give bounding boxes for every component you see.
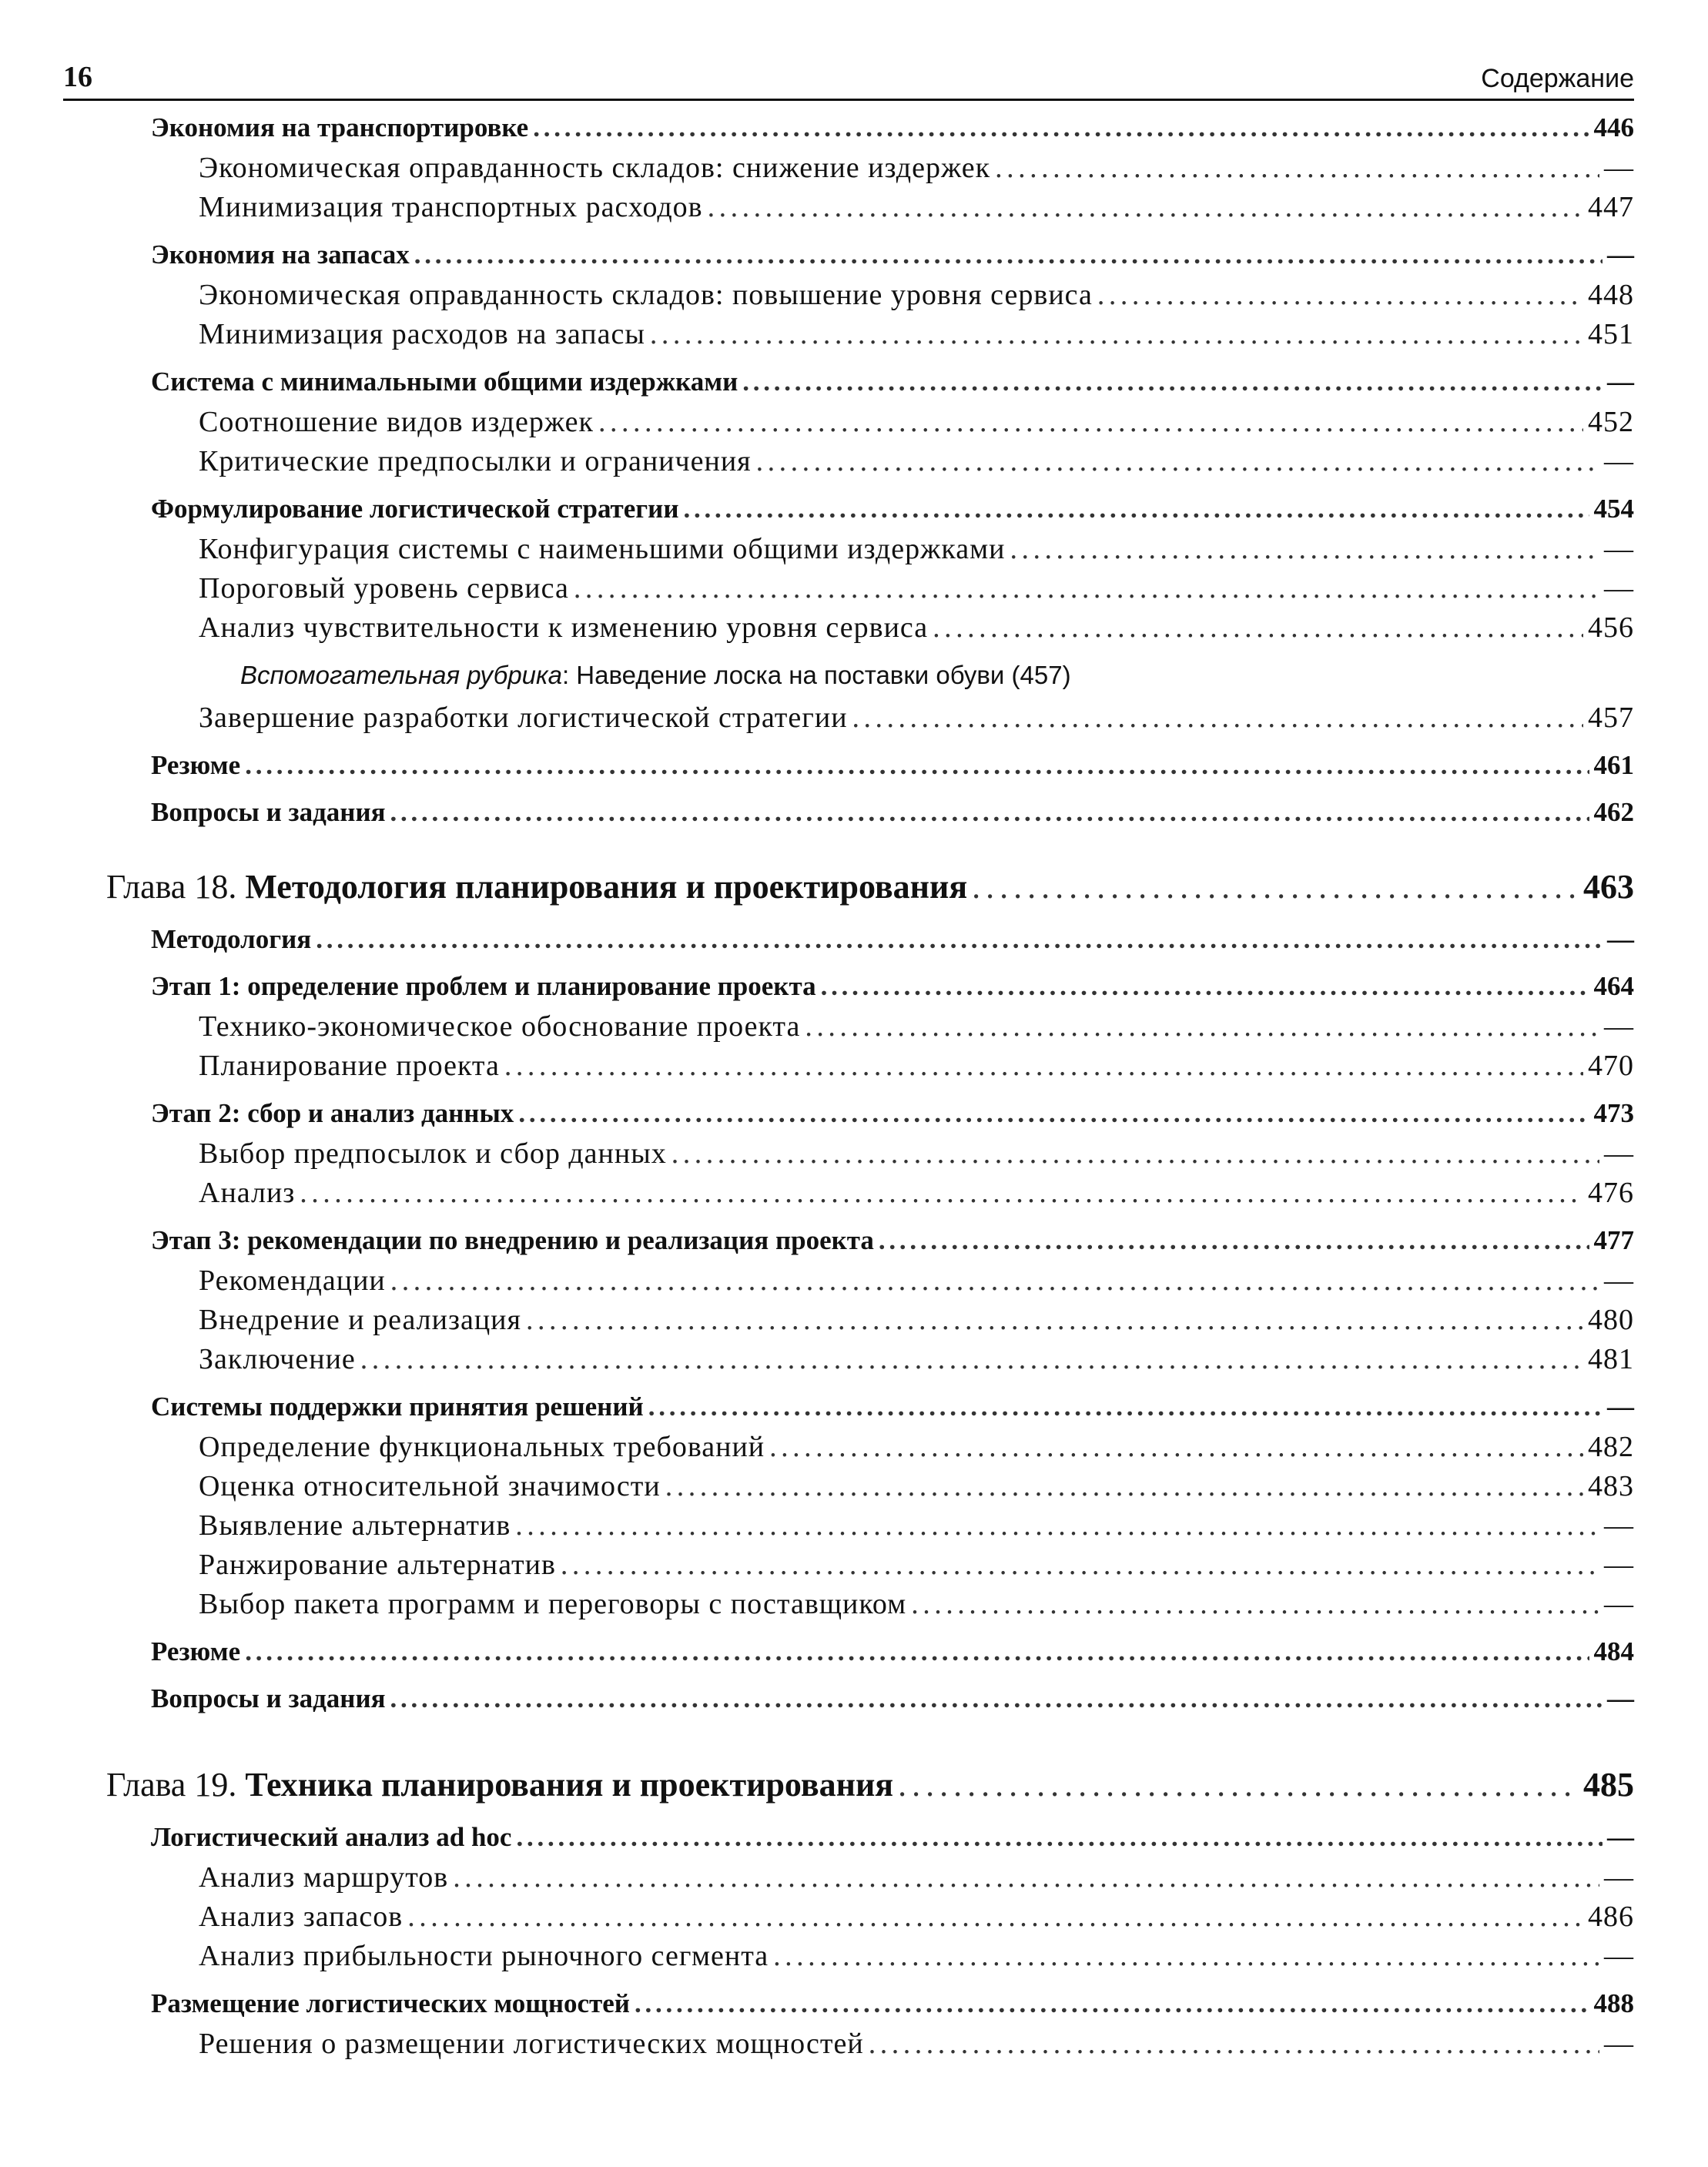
dot-leader [911, 1589, 1599, 1619]
toc-page-number: 473 [1593, 1098, 1634, 1128]
toc-entry[interactable] [151, 1685, 1634, 1712]
toc-page-number: — [1607, 1683, 1634, 1713]
dot-leader [852, 703, 1583, 732]
toc-page-number: — [1604, 1509, 1634, 1542]
dot-leader [756, 447, 1599, 476]
toc-entry[interactable] [199, 407, 1634, 437]
dot-leader [504, 1051, 1583, 1080]
toc-entry[interactable] [151, 926, 1634, 953]
toc-entry[interactable] [151, 799, 1634, 826]
toc-entry[interactable] [199, 534, 1634, 564]
toc-entry[interactable] [151, 1990, 1634, 2017]
dot-leader [742, 368, 1603, 395]
dot-leader [650, 320, 1583, 349]
toc-page-number: 456 [1588, 611, 1634, 644]
toc-entry-title: Анализ маршрутов [199, 1861, 449, 1894]
toc-entry-title: Рекомендации [199, 1264, 386, 1297]
toc-page-number: 482 [1588, 1431, 1634, 1463]
toc-page-number: — [1604, 445, 1634, 477]
toc-entry[interactable] [199, 1305, 1634, 1335]
toc-entry[interactable] [199, 2029, 1634, 2058]
toc-entry[interactable] [199, 1345, 1634, 1374]
toc-entry-title: Заключение [199, 1343, 356, 1375]
toc-entry[interactable] [199, 1511, 1634, 1540]
toc-entry-title: Вопросы и задания [151, 1683, 386, 1713]
toc-entry-title: Экономия на транспортировке [151, 112, 529, 142]
dot-leader [684, 495, 1589, 522]
toc-entry-title: Конфигурация системы с наименьшими общими издержками [199, 533, 1006, 565]
toc-entry[interactable] [199, 320, 1634, 349]
toc-page-number: — [1604, 1137, 1634, 1170]
toc-page-number: 448 [1588, 279, 1634, 311]
toc-entry[interactable] [199, 193, 1634, 222]
dot-leader [574, 574, 1599, 603]
toc-entry[interactable] [151, 973, 1634, 1000]
toc-entry[interactable] [199, 613, 1634, 642]
toc-entry[interactable] [199, 153, 1634, 183]
toc-entry-title: Экономия на запасах [151, 239, 410, 270]
dot-leader [390, 1266, 1599, 1295]
toc-page-number: — [1604, 1010, 1634, 1043]
toc-entry[interactable] [151, 114, 1634, 141]
toc-entry[interactable] [199, 1941, 1634, 1971]
toc-aux-label: Вспомогательная рубрика [240, 661, 562, 689]
dot-leader [516, 1824, 1603, 1850]
toc-entry-title: Этап 2: сбор и анализ данных [151, 1098, 514, 1128]
dot-leader [671, 1139, 1599, 1168]
toc-page-number: 470 [1588, 1050, 1634, 1082]
toc-entry[interactable] [199, 1139, 1634, 1168]
toc-entry[interactable] [151, 1824, 1634, 1850]
toc-entry[interactable] [199, 1472, 1634, 1501]
toc-entry-title: Вопросы и задания [151, 797, 386, 827]
toc-entry-title: Определение функциональных требований [199, 1431, 765, 1463]
toc-entry-title: Анализ запасов [199, 1901, 404, 1933]
dot-leader [635, 1990, 1589, 2017]
dot-leader [526, 1305, 1583, 1335]
toc-entry[interactable] [199, 1432, 1634, 1462]
toc-entry-title: Выбор пакета программ и переговоры с поставщиком [199, 1588, 907, 1620]
toc-entry-title: Резюме [151, 1636, 241, 1666]
toc-entry[interactable] [151, 368, 1634, 395]
dot-leader [879, 1227, 1589, 1254]
dot-leader [1097, 280, 1583, 310]
toc-entry-title: Анализ прибыльности рыночного сегмента [199, 1940, 769, 1972]
toc-page-number: 477 [1593, 1225, 1634, 1255]
dot-leader [648, 1393, 1603, 1420]
dot-leader [769, 1432, 1583, 1462]
dot-leader [598, 407, 1583, 437]
toc-page-number: 446 [1593, 112, 1634, 142]
toc-chapter-heading [106, 870, 967, 904]
toc-entry-title: Системы поддержки принятия решений [151, 1392, 644, 1422]
toc-entry-title: Размещение логистических мощностей [151, 1988, 630, 2018]
toc-entry-title: Экономическая оправданность складов: повышение уровня сервиса [199, 279, 1093, 311]
toc-page-number: 485 [1583, 1766, 1634, 1804]
toc-entry-title: Методология [151, 924, 312, 954]
toc-page-number: 481 [1588, 1343, 1634, 1375]
dot-leader [407, 1902, 1583, 1931]
toc-entry[interactable] [199, 1012, 1634, 1041]
toc-page-number: 451 [1588, 318, 1634, 350]
dot-leader [245, 1638, 1589, 1665]
dot-leader [1010, 534, 1600, 564]
toc-page-number: 486 [1588, 1901, 1634, 1933]
toc-page-number: — [1604, 1588, 1634, 1620]
toc-entry[interactable] [199, 1863, 1634, 1892]
toc-page-number: — [1607, 1822, 1634, 1852]
toc-page-number: 488 [1593, 1988, 1634, 2018]
toc-entry-title: Анализ [199, 1177, 296, 1209]
toc-entry-title: Этап 3: рекомендации по внедрению и реализация проекта [151, 1225, 874, 1255]
toc-entry-title: Планирование проекта [199, 1050, 500, 1082]
dot-leader [561, 1550, 1599, 1579]
toc-entry-title: Внедрение и реализация [199, 1304, 521, 1336]
toc-page-number: — [1604, 1861, 1634, 1894]
toc-entry-title: Выбор предпосылок и сбор данных [199, 1137, 667, 1170]
dot-leader [300, 1178, 1583, 1207]
dot-leader [972, 870, 1579, 904]
toc-entry[interactable] [199, 1051, 1634, 1080]
dot-leader [708, 193, 1583, 222]
toc-page-number: — [1607, 367, 1634, 397]
toc-page-number: — [1604, 1549, 1634, 1581]
toc-page-number: — [1607, 924, 1634, 954]
dot-leader [933, 613, 1583, 642]
toc-entry-title: Система с минимальными общими издержками [151, 367, 738, 397]
toc-page-number: 454 [1593, 494, 1634, 524]
toc-page-number: — [1607, 1392, 1634, 1422]
toc-aux-rubric [240, 661, 1071, 690]
toc-entry[interactable] [151, 495, 1634, 522]
toc-entry[interactable] [199, 1550, 1634, 1579]
dot-leader [995, 153, 1599, 183]
dot-leader [245, 752, 1589, 779]
dot-leader [533, 114, 1589, 141]
toc-entry-title: Формулирование логистической стратегии [151, 494, 679, 524]
toc-entry[interactable] [199, 1266, 1634, 1295]
toc-entry-title: Резюме [151, 750, 241, 780]
toc-entry-title: Минимизация транспортных расходов [199, 191, 703, 223]
toc-page-number: 461 [1593, 750, 1634, 780]
toc-page-number: — [1604, 152, 1634, 184]
dot-leader [360, 1345, 1583, 1374]
toc-entry-title: Анализ чувствительности к изменению уровня сервиса [199, 611, 929, 644]
toc-page-number: 476 [1588, 1177, 1634, 1209]
dot-leader [414, 241, 1603, 268]
dot-leader [773, 1941, 1599, 1971]
toc-page-number: — [1604, 1940, 1634, 1972]
toc-page-number: 452 [1588, 406, 1634, 438]
toc-entry-title: Экономическая оправданность складов: снижение издержек [199, 152, 991, 184]
toc-page-number: — [1604, 533, 1634, 565]
toc-page-number: 462 [1593, 797, 1634, 827]
toc-entry-title: Технико-экономическое обоснование проекта [199, 1010, 801, 1043]
page-number: 16 [63, 61, 92, 93]
toc-entry-title: Этап 1: определение проблем и планирование проекта [151, 971, 816, 1001]
toc-entry[interactable] [199, 574, 1634, 603]
toc-page-number: 480 [1588, 1304, 1634, 1336]
toc-entry-title: Завершение разработки логистической стратегии [199, 702, 848, 734]
toc-page-number: 483 [1588, 1470, 1634, 1502]
toc-entry-title: Ранжирование альтернатив [199, 1549, 556, 1581]
toc-entry[interactable] [199, 1902, 1634, 1931]
toc-entry[interactable] [151, 241, 1634, 268]
toc-page-number: 484 [1593, 1636, 1634, 1666]
toc-entry-title: Логистический анализ ad hoc [151, 1822, 512, 1852]
toc-page-number: 464 [1593, 971, 1634, 1001]
toc-entry[interactable] [199, 703, 1634, 732]
page-header [63, 55, 1634, 101]
toc-entry[interactable] [199, 1589, 1634, 1619]
toc-entry-title: Решения о размещении логистических мощностей [199, 2028, 864, 2060]
toc-page-number: — [1604, 2028, 1634, 2060]
running-title: Содержание [1481, 64, 1634, 93]
toc-entry[interactable] [199, 280, 1634, 310]
toc-entry-title: Пороговый уровень сервиса [199, 572, 569, 605]
dot-leader [821, 973, 1589, 1000]
toc-chapter[interactable] [106, 1768, 1634, 1802]
dot-leader [390, 1685, 1603, 1712]
chapter-title: Методология планирования и проектирования [245, 868, 968, 906]
dot-leader [316, 926, 1603, 953]
toc-chapter[interactable] [106, 870, 1634, 904]
toc-chapter-heading [106, 1768, 893, 1802]
chapter-number: Глава 18. [106, 868, 237, 906]
toc-page-number: 463 [1583, 868, 1634, 906]
toc-entry-title: Выявление альтернатив [199, 1509, 511, 1542]
toc-entry[interactable] [199, 1178, 1634, 1207]
toc-entry-title: Оценка относительной значимости [199, 1470, 661, 1502]
dot-leader [665, 1472, 1583, 1501]
toc-aux-title: : Наведение лоска на поставки обуви (457) [561, 661, 1071, 689]
toc-entry[interactable] [151, 1638, 1634, 1665]
toc-page-number: — [1604, 572, 1634, 605]
toc-entry[interactable] [199, 447, 1634, 476]
toc-page-number: — [1607, 239, 1634, 270]
toc-entry[interactable] [151, 1100, 1634, 1127]
toc-entry[interactable] [151, 1227, 1634, 1254]
toc-entry-title: Соотношение видов издержек [199, 406, 594, 438]
dot-leader [453, 1863, 1599, 1892]
dot-leader [869, 2029, 1599, 2058]
toc-page-number: — [1604, 1264, 1634, 1297]
dot-leader [518, 1100, 1589, 1127]
dot-leader [805, 1012, 1599, 1041]
chapter-number: Глава 19. [106, 1766, 237, 1804]
toc-page-number: 457 [1588, 702, 1634, 734]
toc-page-number: 447 [1588, 191, 1634, 223]
toc-entry-title: Минимизация расходов на запасы [199, 318, 645, 350]
dot-leader [390, 799, 1589, 826]
dot-leader [515, 1511, 1599, 1540]
chapter-title: Техника планирования и проектирования [245, 1766, 894, 1804]
dot-leader [898, 1768, 1579, 1802]
toc-entry-title: Критические предпосылки и ограничения [199, 445, 752, 477]
toc-entry[interactable] [151, 752, 1634, 779]
toc-entry[interactable] [151, 1393, 1634, 1420]
